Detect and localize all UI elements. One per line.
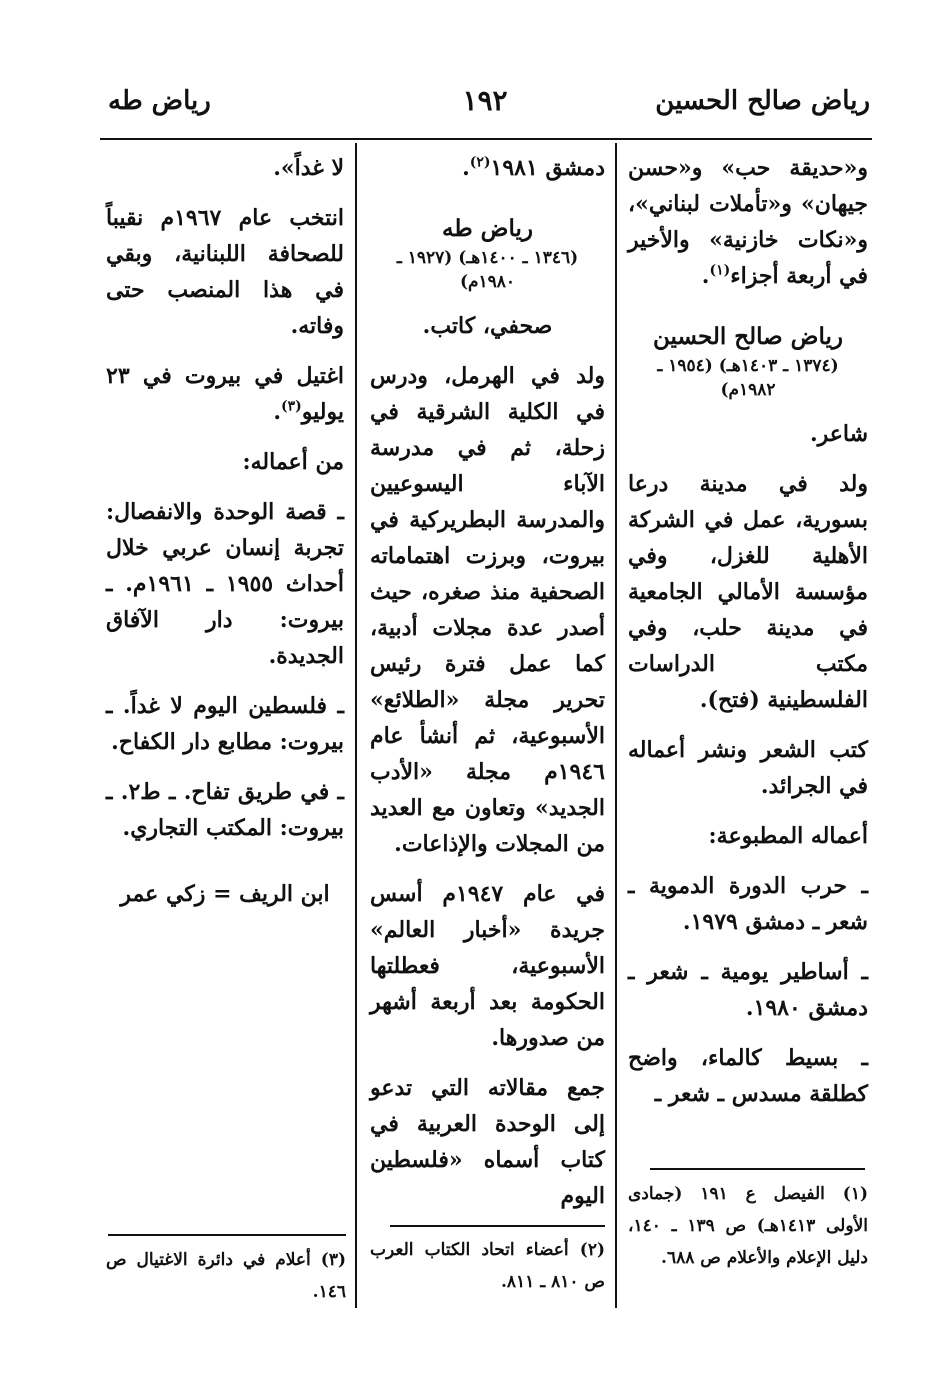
column-divider-left (355, 143, 357, 1308)
biography-paragraph: انتخب عام ١٩٦٧م نقيباً للصحافة اللبنانية، وبقي في هذا المنصب حتى وفاته. (106, 205, 344, 339)
biography-paragraph: ولد في مدينة درعا بسورية، عمل في الشركة الأهلية للغزل، وفي مؤسسة الأمالي الجامعية في مدينة حلب، وفي مكتب الدراسات الفلسطينية (فتح). (628, 471, 868, 713)
work-item: ـ فلسطين اليوم لا غداً. ـ بيروت: مطابع دار الكفاح. (106, 693, 344, 755)
column-left (106, 150, 344, 912)
text: . (462, 155, 470, 181)
text: و«حديقة حب» و«حسن جيهان» و«تأملات لبناني»، و«نكات خازنية» والأخير في أربعة أجزاء (628, 155, 868, 289)
work-item: ـ قصة الوحدة والانفصال: تجربة إنسان عربي خلال أحداث ١٩٥٥ ـ ١٩٦١م. ـ بيروت: دار الآفاق الجديدة. (106, 499, 344, 669)
work-item: ـ في طريق تفاح. ـ ط٢. ـ بيروت: المكتب التجاري. (106, 779, 344, 841)
footnote-ref: (١) (709, 262, 731, 279)
footnote-ref: (٢) (469, 154, 491, 171)
text: اغتيل في بيروت في ٢٣ يوليو (106, 363, 344, 425)
entry-dates: (١٣٧٤ ـ ١٤٠٣هـ) (١٩٥٤ ـ ١٩٨٢م) (657, 356, 839, 400)
running-header (100, 82, 870, 132)
biography-paragraph (106, 358, 344, 430)
footnote-ref: (٣) (281, 398, 302, 415)
entry-name: رياض صالح الحسين (653, 323, 843, 350)
column-right (628, 150, 868, 1112)
works-heading: من أعماله: (242, 449, 344, 475)
paragraph: لا غداً». (273, 155, 344, 181)
page-number: ١٩٢ (462, 84, 508, 117)
header-right-entry: رياض صالح الحسين (655, 86, 870, 116)
biography-paragraph: كتب الشعر ونشر أعماله في الجرائد. (628, 737, 868, 799)
footnote-rule (390, 1225, 605, 1227)
paragraph (370, 150, 605, 186)
work-item: ـ أساطير يومية ـ شعر ـ دمشق ١٩٨٠. (628, 959, 868, 1021)
work-item: ـ بسيط كالماء، واضح كطلقة مسدس ـ شعر ـ (628, 1045, 868, 1107)
footnote-rule (108, 1234, 346, 1236)
header-left-entry: رياض طه (108, 86, 211, 116)
entry-role: شاعر. (809, 421, 868, 447)
biography-paragraph: جمع مقالاته التي تدعو إلى الوحدة العربية في كتاب أسماه «فلسطين اليوم (370, 1075, 605, 1209)
text: . (273, 399, 282, 425)
biography-paragraph: في عام ١٩٤٧م أسس جريدة «أخبار العالم» الأسبوعية، فعطلتها الحكومة بعد أربعة أشهر من صدورها. (370, 881, 605, 1051)
text: . (701, 263, 710, 289)
header-rule (100, 138, 872, 140)
entry-dates: (١٣٤٦ ـ ١٤٠٠هـ) (١٩٢٧ ـ ١٩٨٠م) (396, 248, 579, 292)
works-heading: أعماله المطبوعة: (708, 823, 868, 849)
cross-reference: ابن الريف = زكي عمر (120, 881, 330, 907)
text: دمشق ١٩٨١ (490, 155, 605, 181)
column-middle (370, 150, 605, 1214)
paragraph (628, 150, 868, 294)
footnote: (٣) أعلام في دائرة الاغتيال ص ١٤٦. (106, 1250, 346, 1302)
entry-role: صحفي، كاتب. (422, 313, 553, 339)
footnote: (١) الفيصل ع ١٩١ (جمادى الأولى ١٤١٣هـ) ص ١٣٩ ـ ١٤٠، دليل الإعلام والأعلام ص ٦٨٨. (628, 1184, 868, 1268)
footnote-rule (650, 1168, 865, 1170)
biography-paragraph: ولد في الهرمل، ودرس في الكلية الشرقية في زحلة، ثم في مدرسة الآباء اليسوعيين والمدرسة البطريركية في بيروت، وبرزت اهتماماته الصحفية منذ صغره، حيث أصدر عدة مجلات أدبية، كما عمل فترة رئيس تحرير مجلة «الطلائع» الأسبوعية، ثم أنشأ عام ١٩٤٦م مجلة «الأدب الجديد» وتعاون مع العديد من المجلات والإذاعات. (370, 363, 605, 857)
work-item: ـ حرب الدورة الدموية ـ شعر ـ دمشق ١٩٧٩. (628, 873, 868, 935)
entry-name: رياض طه (442, 215, 533, 242)
column-divider-right (615, 143, 617, 1308)
footnote: (٢) أعضاء اتحاد الكتاب العرب ص ٨١٠ ـ ٨١١. (370, 1240, 605, 1292)
